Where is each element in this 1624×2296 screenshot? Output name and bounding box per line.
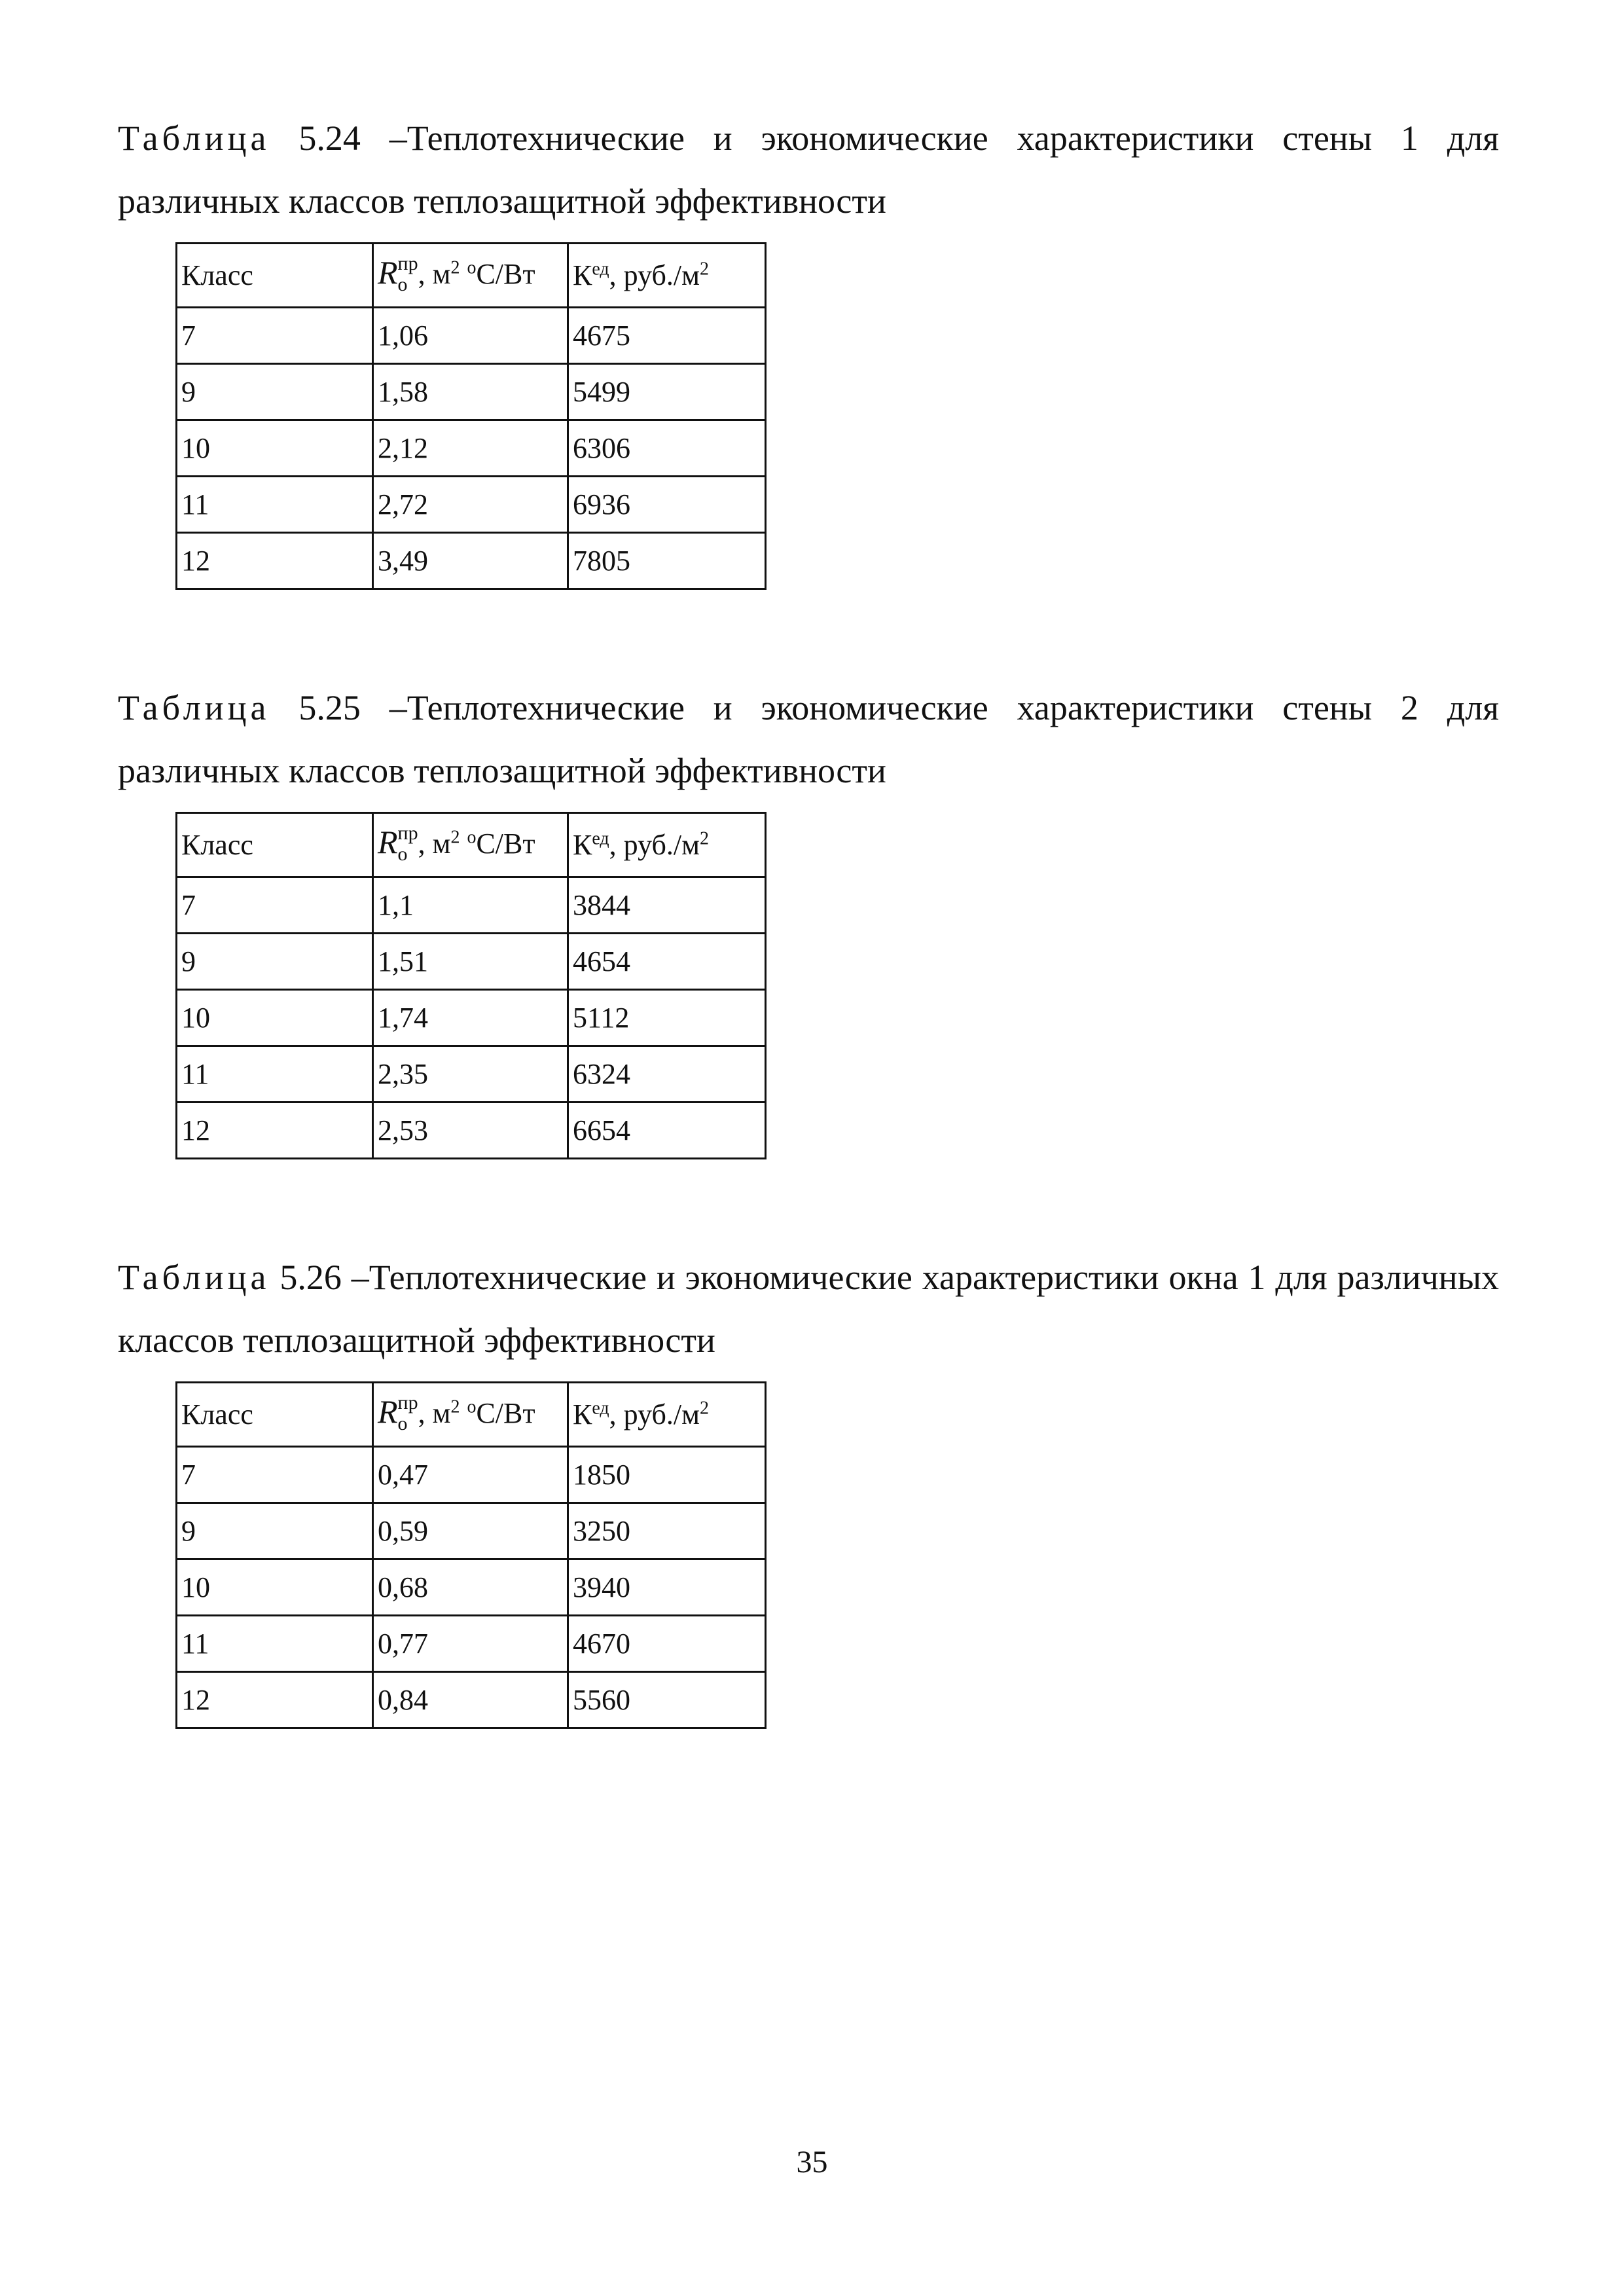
table-header-row: [177, 813, 766, 877]
r-units-pre: , м: [418, 1397, 451, 1430]
cell-class: 7: [177, 308, 373, 364]
r-supsub: [398, 1393, 418, 1434]
cell-resistance: 2,53: [373, 1102, 568, 1159]
table-row: [177, 990, 766, 1046]
table-wall-2: [175, 812, 767, 1159]
table-caption-3: [118, 1246, 1499, 1372]
header-cost: [568, 244, 766, 308]
k-units: , руб./м: [609, 259, 700, 291]
k-sup: ед: [592, 259, 609, 280]
cell-cost: 4675: [568, 308, 766, 364]
header-class: Класс: [177, 813, 373, 877]
r-units-sup2: o: [467, 1396, 477, 1417]
cell-cost: 5112: [568, 990, 766, 1046]
cell-class: 11: [177, 477, 373, 533]
cell-resistance: 1,58: [373, 364, 568, 420]
cell-class: 9: [177, 364, 373, 420]
k-sup: ед: [592, 828, 609, 849]
r-sub: о: [397, 843, 408, 865]
cell-cost: 3844: [568, 877, 766, 934]
cell-class: 10: [177, 420, 373, 477]
r-units-post: С/Вт: [476, 828, 535, 860]
k-sup: ед: [592, 1398, 609, 1419]
cell-cost: 3940: [568, 1559, 766, 1616]
r-units-pre: , м: [418, 258, 451, 291]
table-window-1: [175, 1381, 767, 1729]
cell-resistance: 0,59: [373, 1503, 568, 1559]
cell-cost: 6306: [568, 420, 766, 477]
cell-class: 11: [177, 1046, 373, 1102]
k-symbol: К: [573, 1398, 592, 1430]
r-units-sup2: o: [467, 827, 477, 848]
r-symbol: R: [378, 824, 398, 861]
table-row: [177, 1046, 766, 1102]
table-caption-1: [118, 107, 1499, 232]
cell-cost: 4654: [568, 934, 766, 990]
header-class: Класс: [177, 1383, 373, 1447]
cell-resistance: 0,77: [373, 1616, 568, 1672]
table-row: [177, 533, 766, 589]
header-resistance: [373, 1383, 568, 1447]
table-row: [177, 308, 766, 364]
header-cost: [568, 1383, 766, 1447]
k-units-sup: 2: [699, 1398, 709, 1419]
table-header-row: [177, 244, 766, 308]
cell-resistance: 1,1: [373, 877, 568, 934]
r-symbol: R: [378, 254, 398, 291]
r-units-mid: [460, 258, 467, 290]
cell-resistance: 1,06: [373, 308, 568, 364]
k-symbol: К: [573, 259, 592, 291]
r-supsub: [398, 254, 418, 295]
r-sup: пр: [397, 822, 418, 844]
r-symbol: R: [378, 1393, 398, 1430]
cell-cost: 6324: [568, 1046, 766, 1102]
table-caption-2: [118, 676, 1499, 802]
cell-resistance: 1,74: [373, 990, 568, 1046]
cell-cost: 3250: [568, 1503, 766, 1559]
cell-class: 12: [177, 1672, 373, 1728]
r-units-sup2: o: [467, 257, 477, 278]
caption-lead: Таблица: [118, 688, 270, 727]
table-row: [177, 364, 766, 420]
cell-resistance: 0,47: [373, 1447, 568, 1503]
cell-resistance: 2,72: [373, 477, 568, 533]
header-class: Класс: [177, 244, 373, 308]
cell-class: 12: [177, 1102, 373, 1159]
caption-lead: Таблица: [118, 118, 270, 158]
caption-text: 5.24 –Теплотехнические и экономические характеристики стены 1 для различных классов теплозащитной эффективности: [118, 118, 1499, 221]
caption-text: 5.26 –Теплотехнические и экономические характеристики окна 1 для различных классов теплозащитной эффективности: [118, 1258, 1499, 1360]
r-units-pre: , м: [418, 828, 451, 860]
cell-resistance: 0,68: [373, 1559, 568, 1616]
cell-cost: 1850: [568, 1447, 766, 1503]
cell-resistance: 1,51: [373, 934, 568, 990]
r-units-mid: [460, 828, 467, 860]
r-units-post: С/Вт: [476, 258, 535, 291]
header-cost: [568, 813, 766, 877]
k-units-sup: 2: [699, 259, 709, 280]
r-sub: о: [397, 1412, 408, 1434]
cell-class: 10: [177, 990, 373, 1046]
r-units-sup: 2: [450, 1396, 460, 1417]
r-sup: пр: [397, 1391, 418, 1413]
cell-class: 12: [177, 533, 373, 589]
cell-cost: 5560: [568, 1672, 766, 1728]
cell-class: 10: [177, 1559, 373, 1616]
table-row: [177, 934, 766, 990]
cell-class: 9: [177, 1503, 373, 1559]
k-units: , руб./м: [609, 1398, 700, 1430]
r-units-sup: 2: [450, 257, 460, 278]
r-units-sup: 2: [450, 827, 460, 848]
cell-cost: 4670: [568, 1616, 766, 1672]
header-resistance: [373, 813, 568, 877]
cell-resistance: 3,49: [373, 533, 568, 589]
cell-class: 11: [177, 1616, 373, 1672]
page-number: 35: [796, 2145, 828, 2179]
cell-class: 9: [177, 934, 373, 990]
caption-lead: Таблица: [118, 1258, 270, 1297]
header-resistance: [373, 244, 568, 308]
table-row: [177, 1503, 766, 1559]
table-row: [177, 1672, 766, 1728]
k-symbol: К: [573, 829, 592, 861]
r-supsub: [398, 824, 418, 864]
caption-text: 5.25 –Теплотехнические и экономические характеристики стены 2 для различных классов теплозащитной эффективности: [118, 688, 1499, 790]
k-units-sup: 2: [699, 828, 709, 849]
table-row: [177, 1447, 766, 1503]
cell-cost: 5499: [568, 364, 766, 420]
table-row: [177, 420, 766, 477]
r-sup: пр: [397, 252, 418, 274]
r-units-post: С/Вт: [476, 1397, 535, 1430]
cell-cost: 7805: [568, 533, 766, 589]
table-wall-1: [175, 242, 767, 590]
cell-resistance: 0,84: [373, 1672, 568, 1728]
table-row: [177, 1102, 766, 1159]
table-row: [177, 1616, 766, 1672]
table-row: [177, 877, 766, 934]
cell-resistance: 2,12: [373, 420, 568, 477]
cell-cost: 6654: [568, 1102, 766, 1159]
table-header-row: [177, 1383, 766, 1447]
cell-resistance: 2,35: [373, 1046, 568, 1102]
r-units-mid: [460, 1397, 467, 1429]
cell-cost: 6936: [568, 477, 766, 533]
r-sub: о: [397, 273, 408, 295]
cell-class: 7: [177, 1447, 373, 1503]
k-units: , руб./м: [609, 829, 700, 861]
table-row: [177, 477, 766, 533]
cell-class: 7: [177, 877, 373, 934]
table-row: [177, 1559, 766, 1616]
